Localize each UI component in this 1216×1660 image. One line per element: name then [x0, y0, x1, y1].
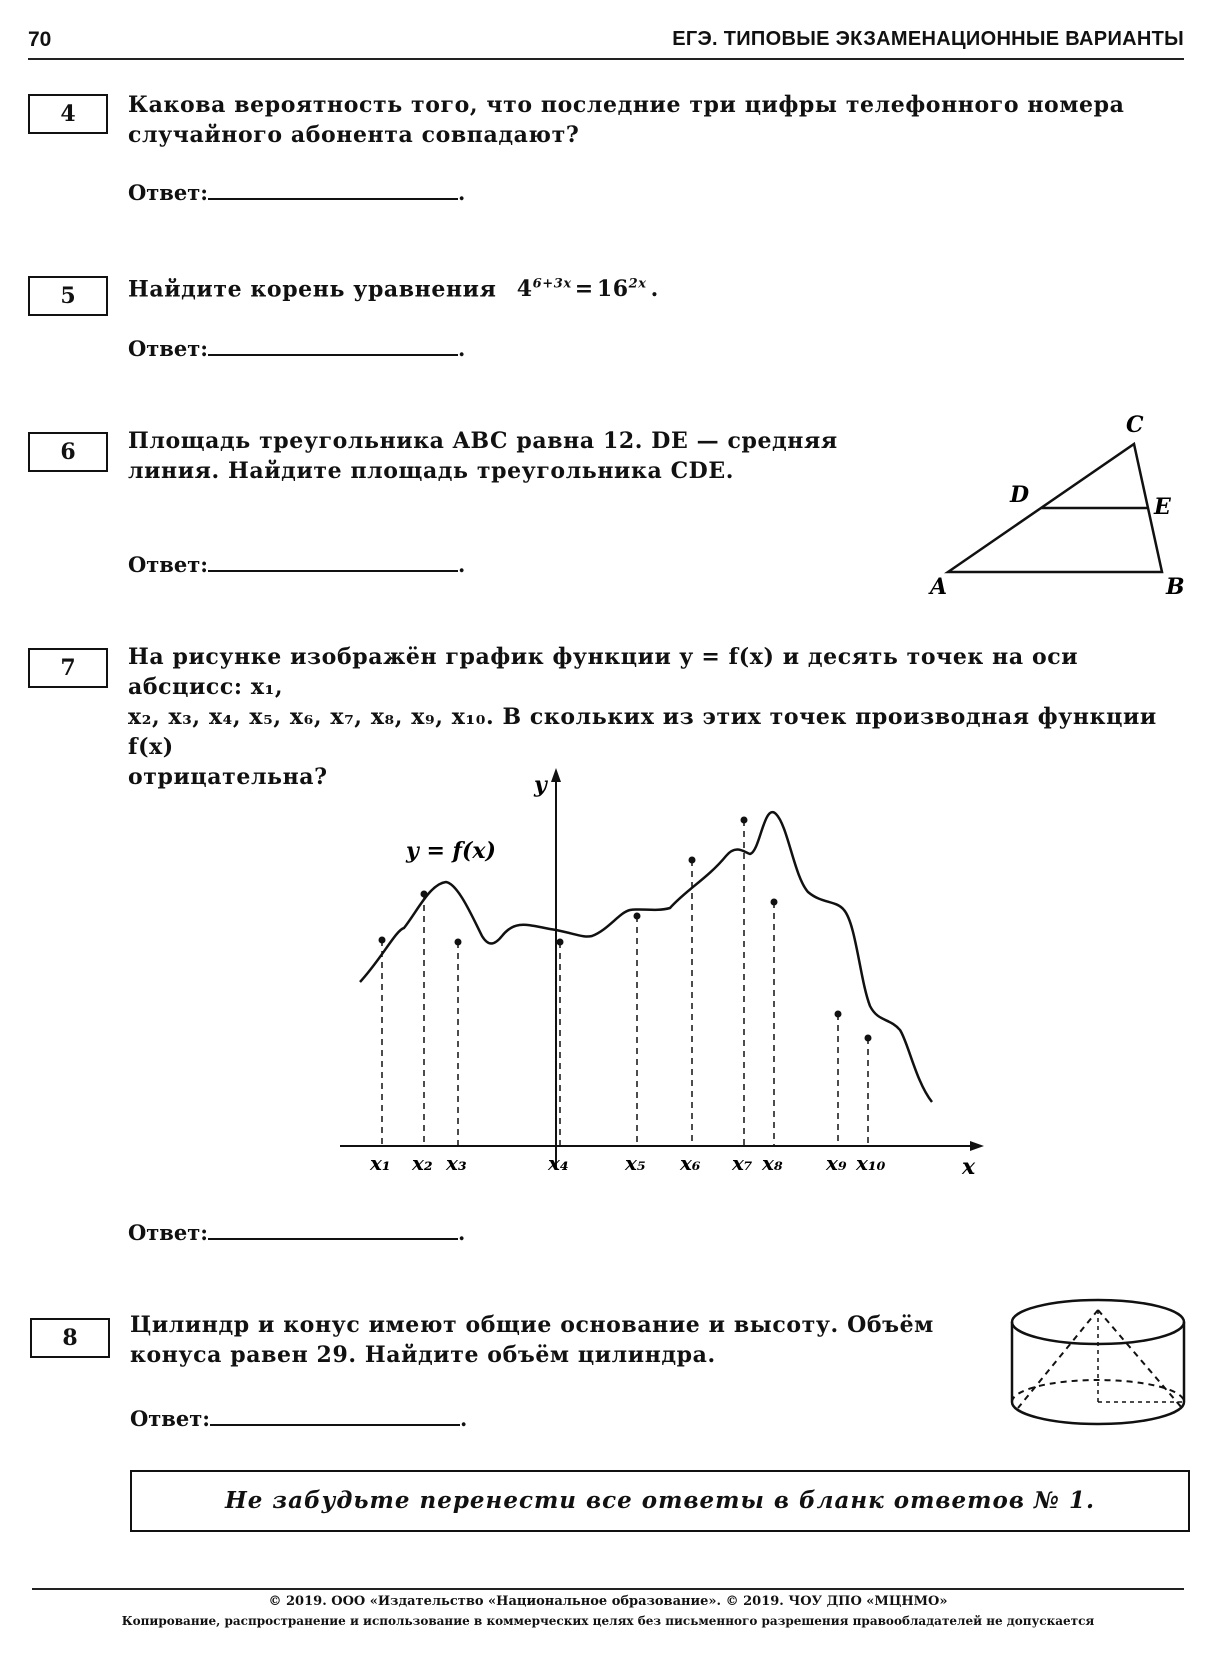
- x-tick-label-10: x₁₀: [856, 1151, 886, 1175]
- task-8-answer: Ответ: .: [130, 1406, 468, 1431]
- graph-point-7: [741, 817, 748, 824]
- graph-point-3: [455, 939, 462, 946]
- header-divider: [28, 58, 1184, 60]
- task-8-line-2: конуса равен 29. Найдите объём цилиндра.: [130, 1342, 716, 1368]
- x-tick-label-9: x₉: [826, 1151, 847, 1175]
- task-number-box: 6: [28, 432, 108, 472]
- graph-point-8: [771, 899, 778, 906]
- graph-point-1: [379, 937, 386, 944]
- task-7-line-1: На рисунке изображён график функции y = f(x) и десять точек на оси абсцисс: x₁,: [128, 644, 1079, 700]
- answer-label: Ответ:: [130, 1406, 211, 1431]
- task-4-answer: Ответ: .: [128, 180, 466, 205]
- x-tick-label-3: x₃: [446, 1151, 467, 1175]
- task-6-text: [128, 426, 848, 486]
- label-a: A: [930, 574, 948, 600]
- task-8-line-1: Цилиндр и конус имеют общие основание и высоту. Объём: [130, 1312, 934, 1338]
- eq-exponent-1: 6+3x: [532, 277, 572, 292]
- cylinder-cone-figure: [1006, 1296, 1190, 1432]
- x-axis-arrow: [970, 1141, 984, 1151]
- function-label: y = f(x): [406, 838, 496, 864]
- y-axis-arrow: [551, 768, 561, 782]
- task-6-line-2: линия. Найдите площадь треугольника CDE.: [128, 458, 734, 484]
- task-number-box: 8: [30, 1318, 110, 1358]
- eq-end: .: [650, 276, 659, 303]
- answer-blank: [208, 178, 458, 200]
- eq-base-1: 4: [516, 276, 533, 303]
- task-number-box: 7: [28, 648, 108, 688]
- task-5-prompt: Найдите корень уравнения: [128, 276, 497, 303]
- eq-sign: =: [574, 276, 594, 303]
- answer-label: Ответ:: [128, 180, 209, 205]
- function-graph: [330, 760, 990, 1180]
- cone-left-edge: [1018, 1310, 1098, 1408]
- x-axis-label: x: [962, 1154, 976, 1180]
- x-tick-label-8: x₈: [762, 1151, 783, 1175]
- graph-point-9: [835, 1011, 842, 1018]
- task-7-answer: Ответ: .: [128, 1220, 466, 1245]
- answer-blank: [208, 1218, 458, 1240]
- task-4-text: Какова вероятность того, что последние три цифры телефонного номера случайного абонента совпадают?: [128, 92, 1125, 148]
- answer-blank: [208, 334, 458, 356]
- answer-blank: [210, 1404, 460, 1426]
- x-tick-label-7: x₇: [732, 1151, 753, 1175]
- x-tick-label-4: x₄: [548, 1151, 569, 1175]
- y-axis-label: y: [534, 772, 547, 798]
- cylinder-bottom-front: [1012, 1402, 1184, 1424]
- eq-base-2: 16: [596, 276, 629, 303]
- page-header-title: ЕГЭ. ТИПОВЫЕ ЭКЗАМЕНАЦИОННЫЕ ВАРИАНТЫ: [672, 28, 1184, 50]
- label-b: B: [1166, 574, 1185, 600]
- task-8-text: [130, 1310, 950, 1370]
- task-7-line-2: x₂, x₃, x₄, x₅, x₆, x₇, x₈, x₉, x₁₀. В скольких из этих точек производная функции f(x): [128, 704, 1157, 760]
- answer-label: Ответ:: [128, 1220, 209, 1245]
- answer-label: Ответ:: [128, 552, 209, 577]
- eq-exponent-2: 2x: [628, 277, 647, 292]
- footer-notice: Копирование, распространение и использование в коммерческих целях без письменного разрешения правообладателей не допускается: [121, 1614, 1095, 1628]
- task-number-box: 4: [28, 94, 108, 134]
- reminder-note: Не забудьте перенести все ответы в бланк ответов № 1.: [130, 1470, 1190, 1532]
- label-c: C: [1126, 412, 1144, 438]
- x-tick-label-1: x₁: [370, 1151, 391, 1175]
- task-6-line-1: Площадь треугольника ABC равна 12. DE — средняя: [128, 428, 838, 454]
- cone-right-edge: [1098, 1310, 1182, 1408]
- graph-point-10: [865, 1035, 872, 1042]
- label-d: D: [1010, 482, 1030, 508]
- x-tick-label-2: x₂: [412, 1151, 433, 1175]
- task-5-answer: Ответ: .: [128, 336, 466, 361]
- task-6-answer: Ответ: .: [128, 552, 466, 577]
- task-number-box: 5: [28, 276, 108, 316]
- task-5-text: [128, 270, 659, 304]
- x-tick-label-6: x₆: [680, 1151, 701, 1175]
- page-number: 70: [28, 28, 52, 51]
- graph-point-2: [421, 891, 428, 898]
- answer-label: Ответ:: [128, 336, 209, 361]
- label-e: E: [1154, 494, 1171, 520]
- answer-blank: [208, 550, 458, 572]
- footer-divider: [32, 1588, 1184, 1590]
- x-tick-label-5: x₅: [625, 1151, 646, 1175]
- graph-point-4: [557, 939, 564, 946]
- footer-copyright: © 2019. ООО «Издательство «Национальное образование». © 2019. ЧОУ ДПО «МЦНМО»: [268, 1594, 948, 1609]
- chart-points: [369, 817, 886, 1176]
- task-7-line-3: отрицательна?: [128, 764, 328, 790]
- task-5-equation: [517, 276, 659, 302]
- triangle-figure: [900, 410, 1200, 600]
- graph-point-5: [634, 913, 641, 920]
- graph-point-6: [689, 857, 696, 864]
